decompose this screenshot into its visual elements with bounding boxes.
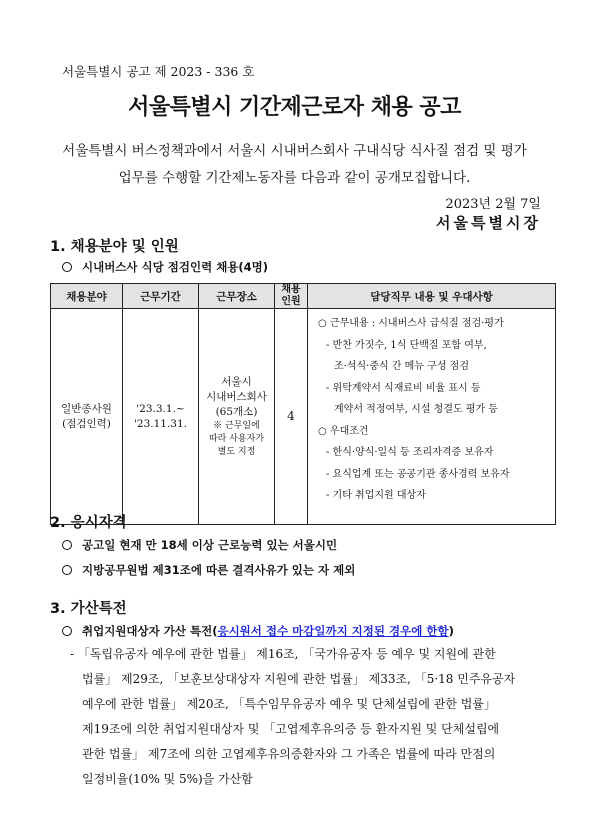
table-row bbox=[51, 309, 556, 525]
circle-bullet-icon bbox=[62, 540, 72, 550]
col-header-period: 근무기간 bbox=[123, 284, 199, 309]
duty-line: - 위탁계약서 식재료비 비율 표시 등 bbox=[326, 382, 481, 394]
notice-number: 서울특별시 공고 제 2023 - 336 호 bbox=[62, 64, 255, 79]
place-line-6: 별도 지정 bbox=[217, 446, 256, 457]
col-header-count bbox=[275, 284, 308, 309]
section-1-bullet bbox=[62, 259, 268, 275]
section-2-bullet-2 bbox=[62, 562, 355, 578]
duty-line: - 기타 취업지원 대상자 bbox=[326, 490, 426, 501]
place-line-2: 시내버스회사 bbox=[206, 390, 267, 403]
recruitment-table bbox=[50, 283, 556, 525]
cell-count: 4 bbox=[275, 309, 308, 525]
duty-line: - 요식업계 또는 공공기관 종사경력 보유자 bbox=[326, 468, 510, 480]
field-line-1: 일반종사원 bbox=[61, 402, 112, 415]
duty-line: - 한식·양식·일식 등 조리자격증 보유자 bbox=[326, 447, 494, 458]
period-line-1: '23.3.1.~ bbox=[136, 402, 185, 415]
field-line-2: (점검인력) bbox=[62, 417, 111, 430]
issuer-name: 서울특별시장 bbox=[436, 214, 541, 232]
document-title: 서울특별시 기간제근로자 채용 공고 bbox=[128, 95, 461, 120]
circle-bullet-icon bbox=[62, 262, 72, 272]
cell-field bbox=[51, 309, 123, 525]
section-3-bullet bbox=[62, 623, 454, 639]
section-3-bullet-suffix: ) bbox=[448, 624, 454, 638]
intro-line-1: 서울특별시 버스정책과에서 서울시 시내버스회사 구내식당 식사질 점검 및 평가 bbox=[62, 143, 527, 159]
duty-line: 계약서 적정여부, 시설 청결도 평가 등 bbox=[334, 404, 498, 415]
section-2-bullet-1 bbox=[62, 537, 337, 553]
cell-period bbox=[123, 309, 199, 525]
table-header-row bbox=[51, 284, 556, 309]
col-header-count-line-1: 채용 bbox=[281, 284, 301, 295]
cell-place bbox=[199, 309, 275, 525]
col-header-place: 근무장소 bbox=[199, 284, 275, 309]
col-header-duties: 담당직무 내용 및 우대사항 bbox=[308, 284, 556, 309]
duty-line: ○ 근무내용 : 시내버스사 급식질 점검·평가 bbox=[318, 318, 504, 329]
col-header-count-line-2: 인원 bbox=[281, 296, 301, 307]
place-line-3: (65개소) bbox=[215, 405, 258, 418]
section-3-bullet-prefix: 취업지원대상자 가산 특전( bbox=[82, 624, 218, 638]
intro-line-2: 업무를 수행할 기간제노동자를 다음과 같이 공개모집합니다. bbox=[118, 170, 471, 186]
duty-line: 조·석식·중식 간 메뉴 구성 점검 bbox=[334, 361, 469, 372]
duty-line: - 반찬 가짓수, 1식 단백질 포함 여부, bbox=[326, 339, 487, 351]
place-line-5: 따라 사용자가 bbox=[208, 433, 265, 444]
benefit-body-line: - 「독립유공자 예우에 관한 법률」 제16조, 「국가유공자 등 예우 및 지원에 관한 bbox=[70, 647, 496, 661]
benefit-body-line: 법률」 제29조, 「보훈보상대상자 지원에 관한 법률」 제33조, 「5·18 민주유공자 bbox=[82, 672, 516, 686]
section-2-heading: 2. 응시자격 bbox=[50, 515, 127, 531]
section-2-bullet-text: 공고일 현재 만 18세 이상 근로능력 있는 서울시민 bbox=[82, 538, 338, 552]
col-header-field: 채용분야 bbox=[51, 284, 123, 309]
document-date: 2023년 2월 7일 bbox=[445, 197, 541, 212]
benefit-body-line: 예우에 관한 법률」 제20조, 「특수임무유공자 예우 및 단체설립에 관한 법률」 bbox=[82, 697, 496, 711]
place-line-1: 서울시 bbox=[221, 375, 252, 388]
section-1-bullet-text: 시내버스사 식당 점검인력 채용(4명) bbox=[82, 260, 269, 274]
benefit-condition-link[interactable]: 응시원서 접수 마감일까지 지정된 경우에 한함 bbox=[217, 624, 449, 638]
duty-line: ○ 우대조건 bbox=[318, 425, 369, 437]
period-line-2: '23.11.31. bbox=[134, 417, 187, 430]
benefit-body-line: 일정비율(10% 및 5%)을 가산함 bbox=[82, 772, 253, 786]
circle-bullet-icon bbox=[62, 565, 72, 575]
section-3-heading: 3. 가산특전 bbox=[50, 601, 127, 617]
circle-bullet-icon bbox=[62, 626, 72, 636]
benefit-body-line: 관한 법률」 제7조에 의한 고엽제후유의증환자와 그 가족은 법률에 따라 만점의 bbox=[82, 747, 496, 761]
cell-duties bbox=[308, 309, 556, 525]
benefit-body-line: 제19조에 의한 취업지원대상자 및 「고엽제후유의증 등 환자지원 및 단체설립에 bbox=[82, 722, 500, 736]
section-1-heading: 1. 채용분야 및 인원 bbox=[50, 239, 179, 255]
place-line-4: ※ 근무일에 bbox=[213, 420, 260, 431]
section-2-bullet-text: 지방공무원법 제31조에 따른 결격사유가 있는 자 제외 bbox=[82, 563, 356, 577]
